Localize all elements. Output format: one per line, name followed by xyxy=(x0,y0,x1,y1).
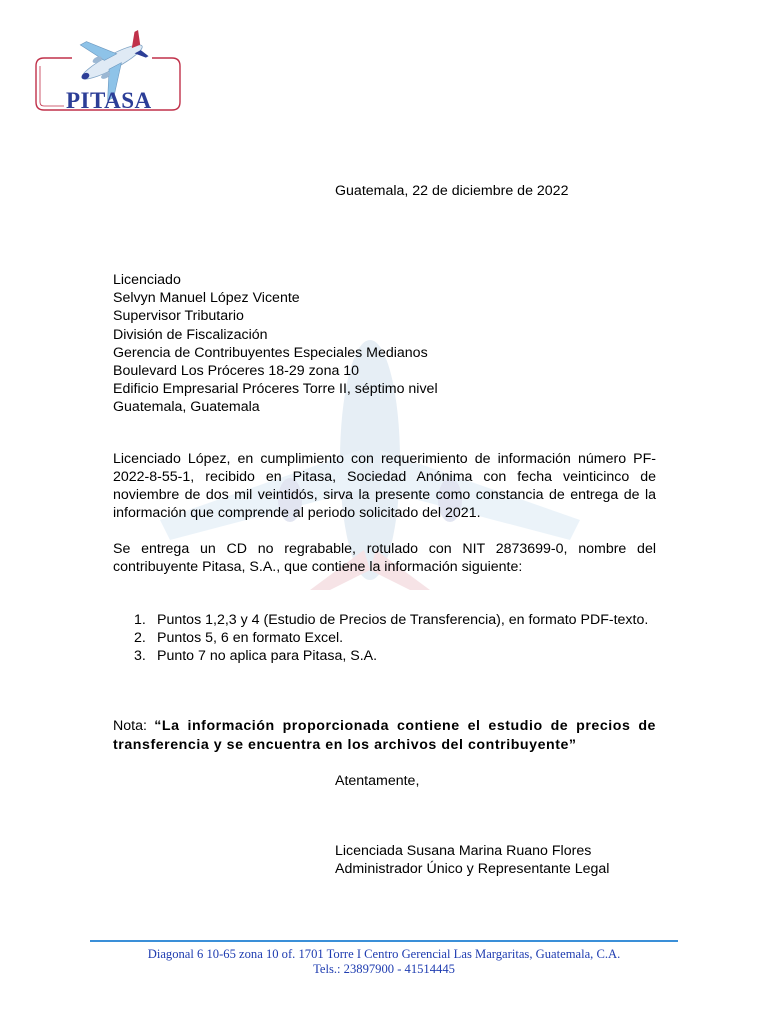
date-line: Guatemala, 22 de diciembre de 2022 xyxy=(335,183,569,199)
body-paragraph: Se entrega un CD no regrabable, rotulado con NIT 2873699-0, nombre del contribuyente Pitasa, S.A., que contiene la información siguiente: xyxy=(113,541,656,575)
list-item-text: Puntos 5, 6 en formato Excel. xyxy=(157,630,344,646)
body-paragraph: Licenciado López, en cumplimiento con requerimiento de información número PF-2022-8-55-1, recibido en Pitasa, Sociedad Anónima con fecha veinticinco de noviembre de dos mil veintidós, sirva la presente como constancia de entrega de la información que comprende al periodo solicitado del 2021. xyxy=(113,451,656,521)
list-item-number: 3. xyxy=(134,648,146,664)
addressee-line: Supervisor Tributario xyxy=(113,308,244,325)
list-item xyxy=(113,611,656,629)
footer-phones: Tels.: 23897900 - 41514445 xyxy=(313,962,455,976)
list-item xyxy=(113,647,656,665)
footer xyxy=(90,947,678,977)
list-item-text: Puntos 1,2,3 y 4 (Estudio de Precios de Transferencia), en formato PDF-texto. xyxy=(157,612,649,628)
company-logo-text: PITASA xyxy=(66,88,152,113)
footer-divider xyxy=(90,940,678,942)
addressee-block xyxy=(113,271,438,417)
addressee-line: Boulevard Los Próceres 18-29 zona 10 xyxy=(113,363,360,380)
addressee-line: Gerencia de Contribuyentes Especiales Medianos xyxy=(113,344,428,361)
addressee-line: División de Fiscalización xyxy=(113,326,268,343)
list-item xyxy=(113,629,656,647)
closing-line: Atentamente, xyxy=(335,773,420,789)
note-quote: “La información proporcionada contiene el estudio de precios de transferencia y se encuentra en los archivos del contribuyente” xyxy=(113,718,656,753)
addressee-line: Edificio Empresarial Próceres Torre II, séptimo nivel xyxy=(113,381,438,398)
list-item-number: 1. xyxy=(134,612,146,628)
addressee-line: Guatemala, Guatemala xyxy=(113,399,260,416)
note-label: Nota: xyxy=(113,718,147,734)
signatory-name: Licenciada Susana Marina Ruano Flores xyxy=(335,843,592,859)
addressee-line: Licenciado xyxy=(113,272,181,288)
list-item-number: 2. xyxy=(134,630,146,646)
numbered-list xyxy=(113,611,656,665)
note-paragraph xyxy=(113,717,656,755)
company-logo xyxy=(34,26,182,114)
signatory-title: Administrador Único y Representante Legal xyxy=(335,861,610,877)
addressee-line: Selvyn Manuel López Vicente xyxy=(113,290,300,307)
footer-address: Diagonal 6 10-65 zona 10 of. 1701 Torre I Centro Gerencial Las Margaritas, Guatemala, C.A. xyxy=(147,947,621,961)
list-item-text: Punto 7 no aplica para Pitasa, S.A. xyxy=(157,648,378,664)
